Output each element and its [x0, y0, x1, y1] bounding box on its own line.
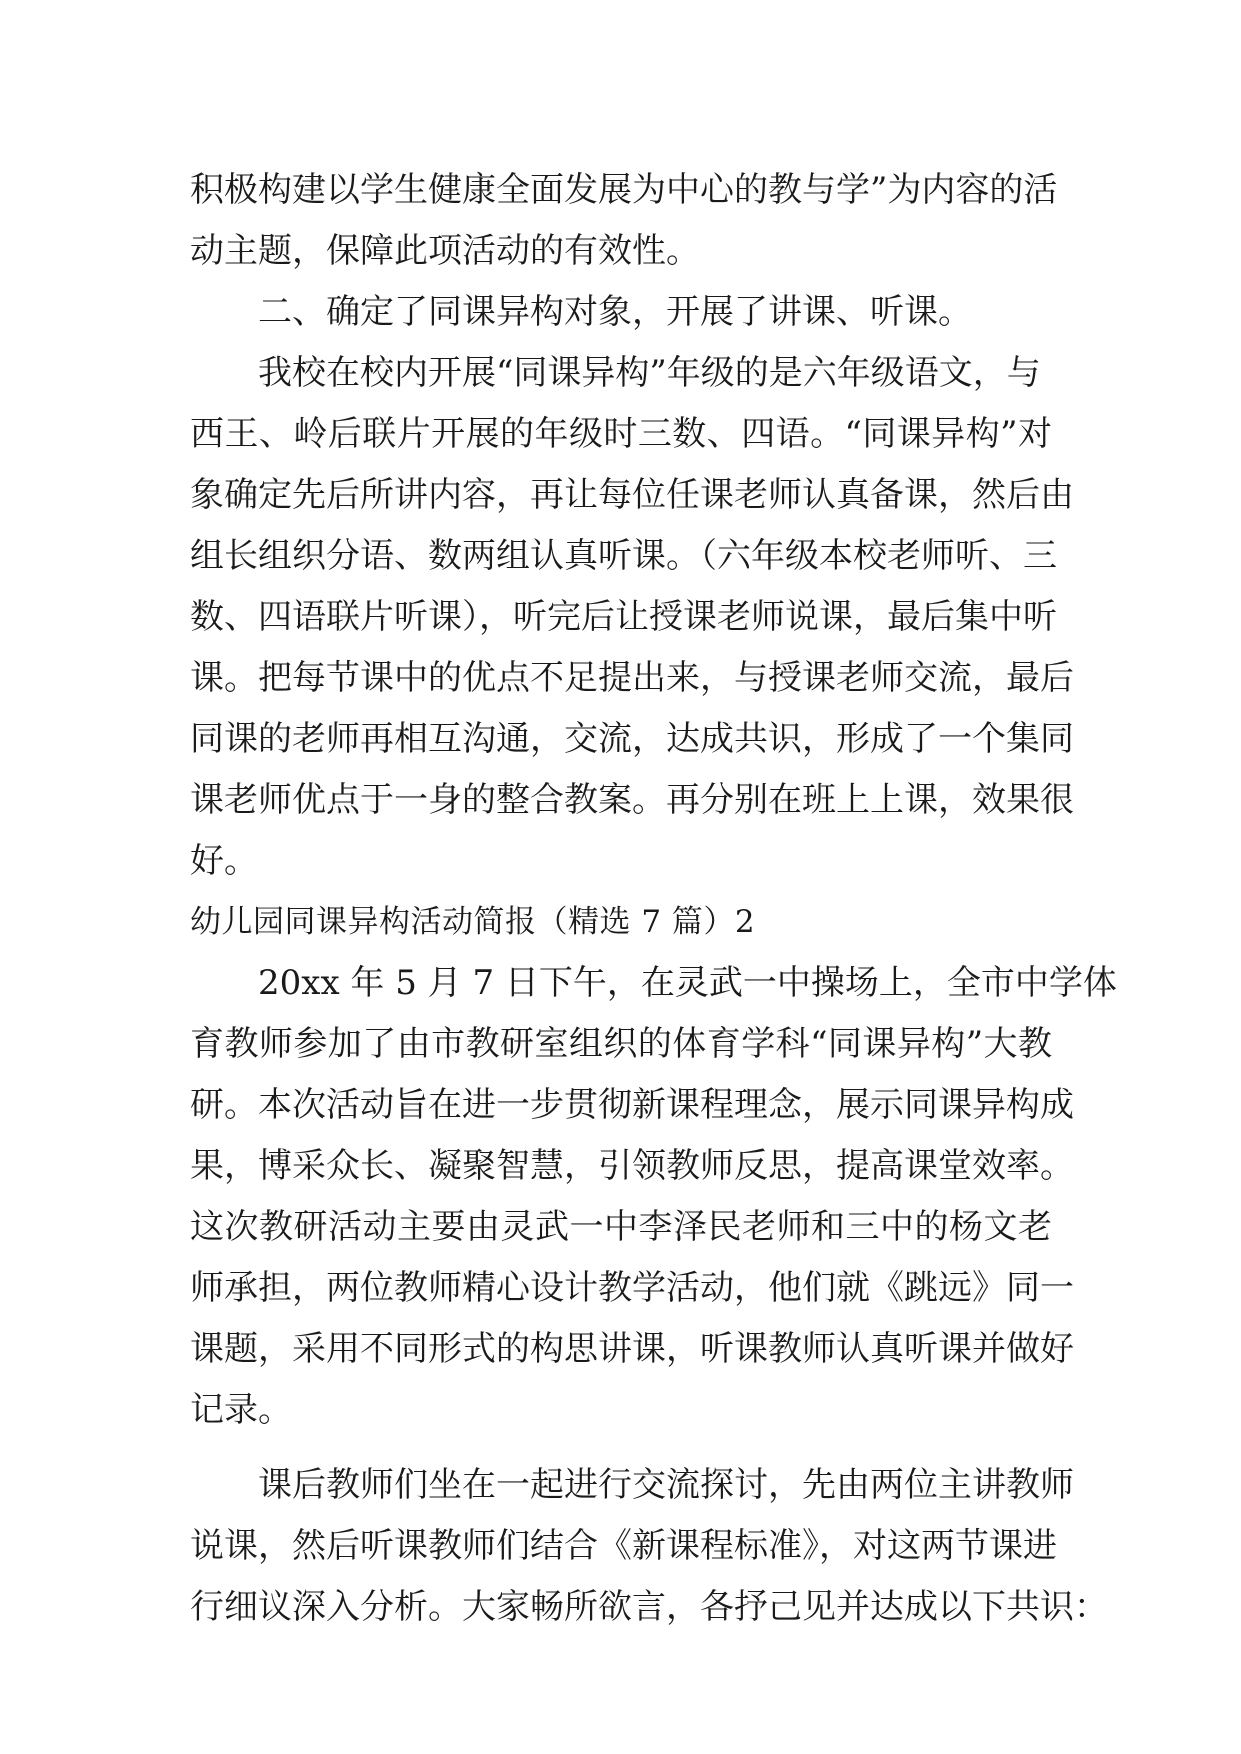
subheading-paragraph: [190, 282, 1052, 343]
section-title: 幼儿园同课异构活动简报（精选 7 篇）2: [190, 904, 756, 940]
text-line: 记录。: [190, 1390, 292, 1430]
paragraph: [190, 953, 1117, 1441]
text-line: 动主题，保障此项活动的有效性。: [190, 231, 700, 271]
paragraph: [190, 160, 1058, 282]
section-heading: [190, 892, 1052, 953]
text-line: 这次教研活动主要由灵武一中李泽民老师和三中的杨文老: [190, 1207, 1052, 1247]
text-line: 我校在校内开展“同课异构”年级的是六年级语文，与: [258, 353, 1041, 393]
text-line: 课。把每节课中的优点不足提出来，与授课老师交流，最后: [190, 658, 1074, 698]
text-line: 研。本次活动旨在进一步贯彻新课程理念，展示同课异构成: [190, 1085, 1074, 1125]
text-line: 组长组织分语、数两组认真听课。（六年级本校老师听、三: [190, 536, 1057, 576]
text-line: 果，博采众长、凝聚智慧，引领教师反思，提高课堂效率。: [190, 1146, 1074, 1186]
text-line: 课题，采用不同形式的构思讲课，听课教师认真听课并做好: [190, 1329, 1074, 1369]
text-line: 西王、岭后联片开展的年级时三数、四语。“同课异构”对: [190, 414, 1052, 454]
text-line: 积极构建以学生健康全面发展为中心的教与学”为内容的活: [190, 170, 1058, 210]
text-line: 同课的老师再相互沟通，交流，达成共识，形成了一个集同: [190, 719, 1074, 759]
text-line: 师承担，两位教师精心设计教学活动，他们就《跳远》同一: [190, 1268, 1074, 1308]
text-line: 象确定先后所讲内容，再让每位任课老师认真备课，然后由: [190, 475, 1074, 515]
text-line: 二、确定了同课异构对象，开展了讲课、听课。: [258, 292, 972, 332]
text-line: 课后教师们坐在一起进行交流探讨，先由两位主讲教师: [258, 1465, 1074, 1505]
text-line: 20xx 年 5 月 7 日下午，在灵武一中操场上，全市中学体: [258, 963, 1117, 1003]
text-line: 数、四语联片听课），听完后让授课老师说课，最后集中听: [190, 597, 1057, 637]
document-body: [190, 160, 1117, 1638]
text-line: 育教师参加了由市教研室组织的体育学科“同课异构”大教: [190, 1024, 1052, 1064]
text-line: 说课，然后听课教师们结合《新课程标准》，对这两节课进: [190, 1526, 1057, 1566]
text-line: 好。: [190, 841, 258, 881]
paragraph: [190, 1455, 1108, 1638]
text-line: 课老师优点于一身的整合教案。再分别在班上上课，效果很: [190, 780, 1074, 820]
paragraph: [190, 343, 1074, 892]
text-line: 行细议深入分析。大家畅所欲言，各抒己见并达成以下共识：: [190, 1587, 1108, 1627]
